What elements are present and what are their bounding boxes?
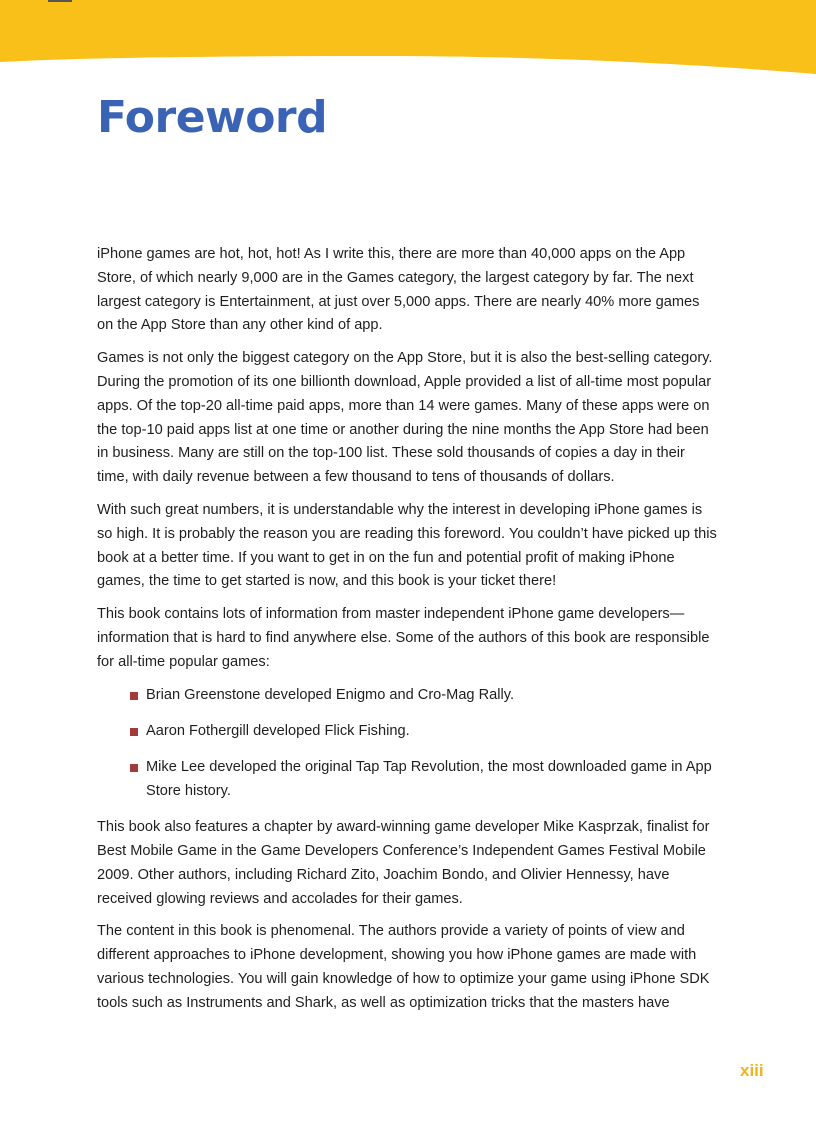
square-bullet-icon [130, 692, 138, 700]
list-item [97, 720, 719, 744]
page-title: Foreword [97, 92, 328, 143]
header-band [0, 0, 816, 80]
list-item-text: Brian Greenstone developed Enigmo and Cro-Mag Rally. [146, 686, 515, 703]
square-bullet-icon [130, 728, 138, 736]
list-item [97, 684, 719, 708]
paragraph: Games is not only the biggest category on the App Store, but it is also the best-selling category. During the promotion of its one billionth download, Apple provided a list of all-time most popular apps. Of the top-20 all-time paid apps, more than 14 were games. Many of these apps were on the top-10 paid apps list at one time or another during the nine months the App Store had been in business. Many are still on the top-100 list. These sold thousands of copies a day in their time, with daily revenue between a few thousand to tens of thousands of dollars. [97, 350, 713, 486]
list-item-text: Mike Lee developed the original Tap Tap Revolution, the most downloaded game in App Store history. [146, 759, 712, 799]
paragraph: This book contains lots of information from master independent iPhone game developers—information that is hard to find anywhere else. Some of the authors of this book are responsible for all-time popular games: [97, 606, 710, 670]
list-item [97, 756, 719, 804]
paragraph: With such great numbers, it is understandable why the interest in developing iPhone games is so high. It is probably the reason you are reading this foreword. You couldn’t have picked up this book at a better time. If you want to get in on the fun and potential profit of making iPhone games, the time to get started is now, and this book is your ticket there! [97, 501, 717, 590]
list-item-text: Aaron Fothergill developed Flick Fishing. [146, 722, 410, 739]
square-bullet-icon [130, 764, 138, 772]
authors-list [97, 684, 719, 804]
paragraph: The content in this book is phenomenal. The authors provide a variety of points of view and different approaches to iPhone development, showing you how iPhone games are made with various technologies. You will gain knowledge of how to optimize your game using iPhone SDK tools such as Instruments and Shark, as well as optimization tricks that the masters have [97, 923, 710, 1011]
body-text [97, 243, 719, 1025]
paragraph: iPhone games are hot, hot, hot! As I write this, there are more than 40,000 apps on the App Store, of which nearly 9,000 are in the Games category, the largest category by far. The next largest category is Entertainment, at just over 5,000 apps. There are nearly 40% more games on the App Store than any other kind of app. [97, 246, 700, 334]
paragraph: This book also features a chapter by award-winning game developer Mike Kasprzak, finalist for Best Mobile Game in the Game Developers Conference’s Independent Games Festival Mobile 2009. Other authors, including Richard Zito, Joachim Bondo, and Olivier Hennessy, have received glowing reviews and accolades for their games. [97, 819, 710, 907]
corner-rule [48, 0, 72, 2]
page-number: xiii [740, 1061, 764, 1080]
